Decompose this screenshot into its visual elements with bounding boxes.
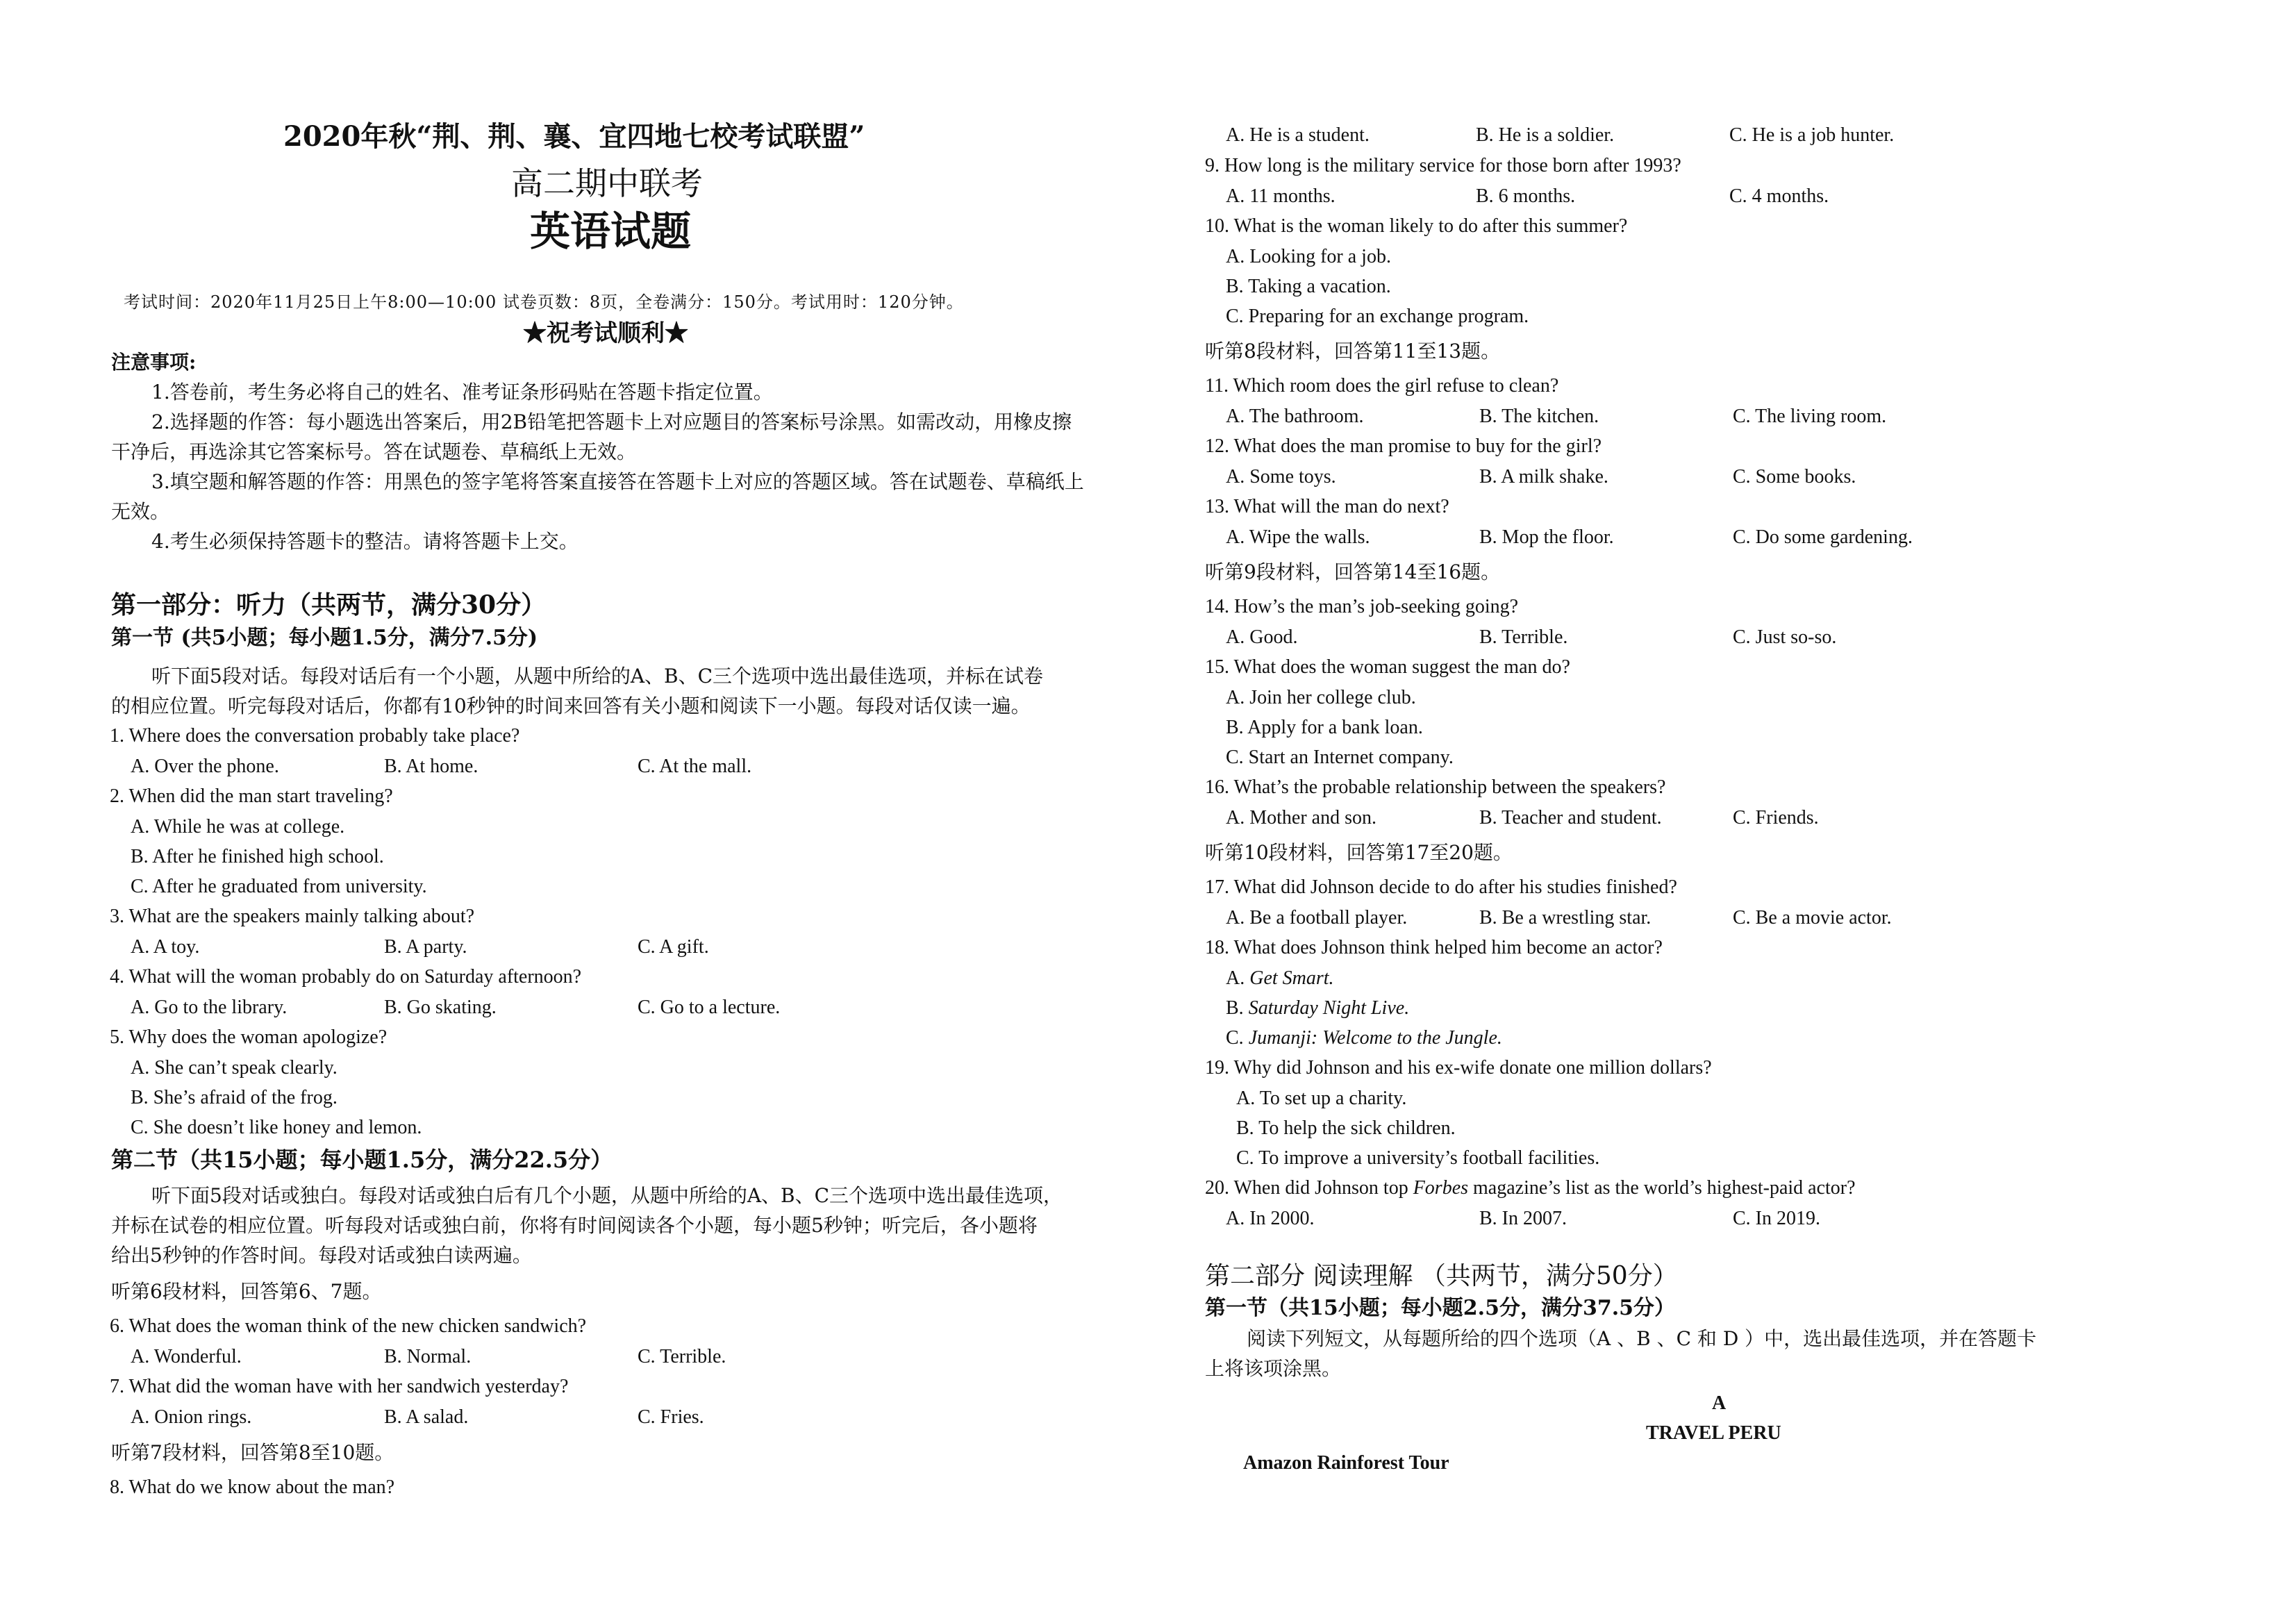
part1-sec2-intro: 给出5秒钟的作答时间。每段对话或独白读两遍。 — [111, 1244, 532, 1267]
exam-subject: 英语试题 — [530, 208, 692, 255]
option-a: A. To set up a charity. — [1236, 1088, 1407, 1109]
option-c: C. Do some gardening. — [1733, 526, 1913, 548]
note-item: 无效。 — [111, 500, 170, 523]
option-c: C. Friends. — [1733, 807, 1819, 829]
option-b: B. 6 months. — [1476, 185, 1576, 207]
note-item: 1.答卷前，考生务必将自己的姓名、准考证条形码贴在答题卡指定位置。 — [151, 381, 773, 403]
option-c: C. At the mall. — [638, 756, 752, 777]
part1-sec1-intro: 的相应位置。听完每段对话后，你都有10秒钟的时间来回答有关小题和阅读下一小题。每段对话仅读一遍。 — [111, 694, 1031, 717]
option-a: A. The bathroom. — [1226, 406, 1364, 427]
option-a: A. She can’t speak clearly. — [131, 1057, 338, 1079]
note-item: 3.填空题和解答题的作答：用黑色的签字笔将答案直接答在答题卡上对应的答题区域。答在试题卷、草稿纸上 — [151, 470, 1084, 493]
passage-subtitle: Amazon Rainforest Tour — [1243, 1452, 1449, 1474]
question-stem: 10. What is the woman likely to do after this summer? — [1205, 215, 1628, 237]
material-instruction: 听第10段材料，回答第17至20题。 — [1205, 841, 1513, 864]
option-c: C. Preparing for an exchange program. — [1226, 306, 1529, 327]
option-b: B. At home. — [384, 756, 479, 777]
question-stem: 20. When did Johnson top Forbes magazine’s list as the world’s highest-paid actor? — [1205, 1177, 1856, 1199]
part2-heading: 第二部分 阅读理解 （共两节，满分50分） — [1205, 1262, 1678, 1290]
option-a: A. In 2000. — [1226, 1208, 1315, 1229]
material-instruction: 听第9段材料，回答第14至16题。 — [1205, 560, 1501, 583]
note-item: 2.选择题的作答：每小题选出答案后，用2B铅笔把答题卡上对应题目的答案标号涂黑。如需改动，用橡皮擦 — [151, 410, 1072, 433]
question-stem: 11. Which room does the girl refuse to clean? — [1205, 375, 1559, 397]
option-a: A. Onion rings. — [131, 1406, 252, 1428]
note-item: 干净后，再选涂其它答案标号。答在试题卷、草稿纸上无效。 — [111, 440, 637, 463]
note-item: 4.考生必须保持答题卡的整洁。请将答题卡上交。 — [151, 530, 579, 553]
option-c: C. After he graduated from university. — [131, 876, 427, 897]
part1-sec2-heading: 第二节（共15小题；每小题1.5分，满分22.5分） — [111, 1147, 613, 1173]
option-b: B. A milk shake. — [1479, 466, 1608, 488]
option-c: C. Fries. — [638, 1406, 704, 1428]
part2-intro: 上将该项涂黑。 — [1205, 1357, 1342, 1380]
option-a: A. Looking for a job. — [1226, 246, 1391, 267]
passage-letter: A — [1712, 1392, 1727, 1414]
part2-sec1-heading: 第一节（共15小题；每小题2.5分，满分37.5分） — [1205, 1296, 1676, 1320]
question-stem: 8. What do we know about the man? — [110, 1476, 395, 1498]
option-b: B. Be a wrestling star. — [1479, 907, 1652, 929]
question-stem: 18. What does Johnson think helped him become an actor? — [1205, 937, 1663, 958]
option-a: A. Mother and son. — [1226, 807, 1376, 829]
option-a: A. 11 months. — [1226, 185, 1336, 207]
good-luck-banner: ★祝考试顺利★ — [523, 319, 688, 347]
option-c: C. 4 months. — [1729, 185, 1829, 207]
option-a: A. Go to the library. — [131, 997, 288, 1018]
option-a: A. Good. — [1226, 626, 1298, 648]
option-c: C. Just so-so. — [1733, 626, 1837, 648]
question-stem: 12. What does the man promise to buy for the girl? — [1205, 435, 1602, 457]
option-b: B. After he finished high school. — [131, 846, 384, 867]
option-a: A. While he was at college. — [131, 816, 345, 838]
notes-heading: 注意事项: — [111, 351, 197, 374]
part1-sec1-heading: 第一节 (共5小题；每小题1.5分，满分7.5分) — [111, 626, 538, 650]
question-stem: 15. What does the woman suggest the man do? — [1205, 656, 1570, 678]
question-stem: 6. What does the woman think of the new chicken sandwich? — [110, 1315, 587, 1337]
option-a: A. He is a student. — [1226, 124, 1370, 146]
option-b: B. Mop the floor. — [1479, 526, 1614, 548]
part1-heading: 第一部分：听力（共两节，满分30分） — [111, 590, 547, 619]
option-c: C. A gift. — [638, 936, 709, 958]
option-c: C. Some books. — [1733, 466, 1856, 488]
question-stem: 1. Where does the conversation probably take place? — [110, 725, 520, 747]
question-stem: 19. Why did Johnson and his ex-wife donate one million dollars? — [1205, 1057, 1712, 1079]
exam-subtitle: 高二期中联考 — [511, 165, 703, 202]
option-b: B. Terrible. — [1479, 626, 1568, 648]
option-a: A. A toy. — [131, 936, 200, 958]
option-b: B. Apply for a bank loan. — [1226, 717, 1423, 738]
option-b: B. He is a soldier. — [1476, 124, 1615, 146]
option-c: C. The living room. — [1733, 406, 1887, 427]
option-a: A. Some toys. — [1226, 466, 1336, 488]
question-stem: 16. What’s the probable relationship between the speakers? — [1205, 776, 1666, 798]
passage-title: TRAVEL PERU — [1646, 1422, 1781, 1444]
option-c: C. She doesn’t like honey and lemon. — [131, 1117, 422, 1138]
material-instruction: 听第6段材料，回答第6、7题。 — [111, 1280, 382, 1303]
question-stem: 5. Why does the woman apologize? — [110, 1026, 388, 1048]
option-c: C. Terrible. — [638, 1346, 726, 1367]
option-c: C. He is a job hunter. — [1729, 124, 1895, 146]
option-b: B. Teacher and student. — [1479, 807, 1662, 829]
option-b: B. Go skating. — [384, 997, 497, 1018]
option-b: B. In 2007. — [1479, 1208, 1567, 1229]
option-a: A. Over the phone. — [131, 756, 279, 777]
option-b: B. To help the sick children. — [1236, 1117, 1456, 1139]
question-stem: 17. What did Johnson decide to do after his studies finished? — [1205, 876, 1677, 898]
option-a: A. Join her college club. — [1226, 687, 1416, 708]
option-a: A. Get Smart. — [1226, 967, 1334, 989]
question-stem: 13. What will the man do next? — [1205, 496, 1449, 517]
option-c: C. Start an Internet company. — [1226, 747, 1454, 768]
option-c: C. Go to a lecture. — [638, 997, 781, 1018]
option-b: B. A party. — [384, 936, 467, 958]
question-stem: 3. What are the speakers mainly talking about? — [110, 906, 475, 927]
part2-intro: 阅读下列短文，从每题所给的四个选项（A 、B 、C 和 D ）中，选出最佳选项，并在答题卡 — [1247, 1327, 2037, 1350]
question-stem: 2. When did the man start traveling? — [110, 785, 393, 807]
option-b: B. Taking a vacation. — [1226, 276, 1391, 297]
part1-sec2-intro: 听下面5段对话或独白。每段对话或独白后有几个小题，从题中所给的A、B、C三个选项中选出最佳选项， — [151, 1184, 1063, 1207]
option-a: A. Wonderful. — [131, 1346, 242, 1367]
part1-sec2-intro: 并标在试卷的相应位置。听每段对话或独白前，你将有时间阅读各个小题，每小题5秒钟；听完后，各小题将 — [111, 1214, 1038, 1237]
option-c: C. To improve a university’s football facilities. — [1236, 1147, 1600, 1169]
exam-title: 2020年秋“荆、荆、襄、宜四地七校考试联盟” — [283, 120, 865, 153]
question-stem: 14. How’s the man’s job-seeking going? — [1205, 596, 1519, 617]
part1-sec1-intro: 听下面5段对话。每段对话后有一个小题，从题中所给的A、B、C三个选项中选出最佳选项，并标在试卷 — [151, 665, 1044, 688]
option-c: C. Be a movie actor. — [1733, 907, 1892, 929]
material-instruction: 听第7段材料，回答第8至10题。 — [111, 1441, 394, 1464]
option-b: B. She’s afraid of the frog. — [131, 1087, 338, 1108]
option-b: B. Saturday Night Live. — [1226, 997, 1410, 1019]
option-b: B. The kitchen. — [1479, 406, 1599, 427]
question-stem: 9. How long is the military service for those born after 1993? — [1205, 155, 1681, 176]
option-b: B. Normal. — [384, 1346, 472, 1367]
question-stem: 4. What will the woman probably do on Saturday afternoon? — [110, 966, 582, 988]
material-instruction: 听第8段材料，回答第11至13题。 — [1205, 340, 1501, 363]
exam-info: 考试时间：2020年11月25日上午8:00—10:00 试卷页数：8页，全卷满分：150分。考试用时：120分钟。 — [124, 292, 964, 312]
option-c: C. Jumanji: Welcome to the Jungle. — [1226, 1027, 1502, 1049]
option-c: C. In 2019. — [1733, 1208, 1820, 1229]
question-stem: 7. What did the woman have with her sandwich yesterday? — [110, 1376, 569, 1397]
option-a: A. Be a football player. — [1226, 907, 1408, 929]
option-a: A. Wipe the walls. — [1226, 526, 1370, 548]
option-b: B. A salad. — [384, 1406, 469, 1428]
